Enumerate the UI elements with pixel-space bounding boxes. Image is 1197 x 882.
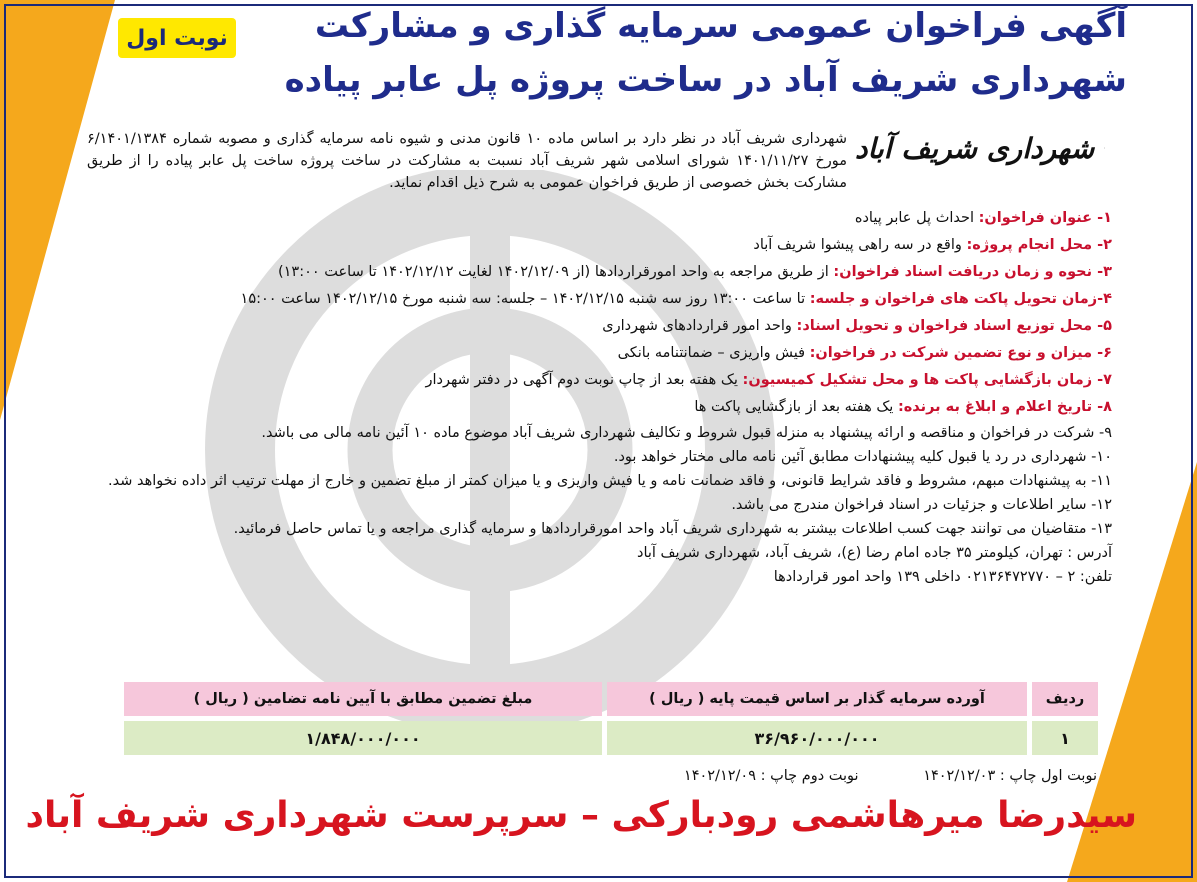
item-value: از طریق مراجعه به واحد امورقراردادها (از ۱۴۰۲/۱۲/۰۹ لغایت ۱۴۰۲/۱۲/۱۲ تا ساعت ۱۳:۰۰): [277, 264, 829, 280]
item-label: ۲- محل انجام پروژه:: [966, 237, 1112, 253]
item-value: فیش واریزی – ضمانتنامه بانکی: [617, 345, 806, 361]
item-value: یک هفته بعد از چاپ نوبت دوم آگهی در دفتر شهردار: [425, 372, 738, 388]
item-value: یک هفته بعد از بازگشایی پاکت ها: [694, 399, 894, 415]
list-item: [92, 259, 1112, 286]
item-value: تا ساعت ۱۳:۰۰ روز سه شنبه ۱۴۰۲/۱۲/۱۵ – جلسه: سه شنبه مورخ ۱۴۰۲/۱۲/۱۵ ساعت ۱۵:۰۰: [240, 291, 806, 307]
title-line-1: آگهی فراخوان عمومی سرمایه گذاری و مشارکت: [314, 6, 1127, 46]
list-item: [92, 367, 1112, 394]
municipality-emblem-icon: [1104, 122, 1105, 174]
item-label: ۳- نحوه و زمان دریافت اسناد فراخوان:: [833, 264, 1112, 280]
investment-table: [124, 682, 1098, 760]
print-round-badge: نوبت اول: [118, 18, 236, 58]
item-label: ۵- محل توزیع اسناد فراخوان و تحویل اسناد:: [796, 318, 1112, 334]
clause-13: ۱۳- متقاضیان می توانند جهت کسب اطلاعات بیشتر به شهرداری شریف آباد واحد امورقراردادها و سرمایه گذاری مراجعه و یا تماس حاصل فرمائید.: [233, 521, 1112, 537]
list-item: [92, 313, 1112, 340]
item-value: احداث پل عابر پیاده: [854, 210, 974, 226]
item-label: ۷- زمان بازگشایی پاکت ها و محل تشکیل کمیسیون:: [742, 372, 1112, 388]
first-print-date: نوبت اول چاپ : ۱۴۰۲/۱۲/۰۳: [923, 768, 1097, 784]
intro-paragraph: شهرداری شریف آباد در نظر دارد بر اساس ماده ۱۰ قانون مدنی و شیوه نامه سرمایه گذاری و مصوبه شماره ۶/۱۴۰۱/۱۳۸۴ مورخ ۱۴۰۱/۱۱/۲۷ شورای اسلامی شهر شریف آباد نسبت به مشارکت در ساخت پروژه ساخت پل عابر پیاده را از طریق مشارکت بخش خصوصی از طریق فراخوان عمومی به شرح ذیل اقدام نماید.: [87, 131, 847, 191]
table-cell: ۱/۸۴۸/۰۰۰/۰۰۰: [124, 721, 602, 755]
list-item: [92, 286, 1112, 313]
signature-line: سیدرضا میرهاشمی رودبارکی – سرپرست شهرداری شریف آباد: [25, 795, 1137, 836]
conditions-list: [92, 205, 1112, 589]
municipality-logo: [855, 118, 1105, 178]
title-line-2: شهرداری شریف آباد در ساخت پروژه پل عابر پیاده: [284, 60, 1127, 100]
clause-12: ۱۲- سایر اطلاعات و جزئیات در اسناد فراخوان مندرج می باشد.: [731, 497, 1112, 513]
table-cell: ۳۶/۹۶۰/۰۰۰/۰۰۰: [607, 721, 1027, 755]
print-dates: [624, 768, 1097, 784]
item-label: ۴-زمان تحویل پاکت های فراخوان و جلسه:: [809, 291, 1112, 307]
item-label: ۸- تاریخ اعلام و ابلاغ به برنده:: [897, 399, 1112, 415]
list-item: [92, 232, 1112, 259]
second-print-date: نوبت دوم چاپ : ۱۴۰۲/۱۲/۰۹: [683, 768, 859, 784]
clause-10: ۱۰- شهرداری در رد یا قبول کلیه پیشنهادات مطابق آئین نامه مالی مختار خواهد بود.: [613, 449, 1112, 465]
item-label: ۱- عنوان فراخوان:: [978, 210, 1112, 226]
phone: تلفن: ۲ – ۰۲۱۳۶۴۷۲۷۷۰ داخلی ۱۳۹ واحد امور قراردادها: [773, 569, 1112, 585]
item-value: واحد امور قراردادهای شهرداری: [602, 318, 792, 334]
list-item: [92, 205, 1112, 232]
item-value: واقع در سه راهی پیشوا شریف آباد: [753, 237, 962, 253]
logo-text: شهرداری شریف آباد: [855, 131, 1095, 165]
clause-11: ۱۱- به پیشنهادات مبهم، مشروط و فاقد شرایط قانونی، و فاقد ضمانت نامه و یا فیش واریزی و یا میزان کمتر از مبلغ تضمین و خارج از مهلت ترتیب اثر داده نخواهد شد.: [108, 473, 1112, 489]
item-label: ۶- میزان و نوع تضمین شرکت در فراخوان:: [809, 345, 1112, 361]
list-item: [92, 340, 1112, 367]
table-cell: ۱: [1032, 721, 1098, 755]
column-header: مبلغ تضمین مطابق با آیین نامه تضامین ( ریال ): [124, 682, 602, 716]
list-item: [92, 394, 1112, 421]
clause-9: ۹- شرکت در فراخوان و مناقصه و ارائه پیشنهاد به منزله قبول شروط و تکالیف شهرداری شریف آباد موضوع ماده ۱۰ آئین نامه مالی می باشد.: [261, 425, 1112, 441]
address: آدرس : تهران، کیلومتر ۳۵ جاده امام رضا (ع)، شریف آباد، شهرداری شریف آباد: [637, 545, 1112, 561]
column-header: آورده سرمایه گذار بر اساس قیمت پایه ( ریال ): [607, 682, 1027, 716]
table-header-row: [124, 682, 1098, 716]
table-row: [124, 721, 1098, 755]
column-header: ردیف: [1032, 682, 1098, 716]
